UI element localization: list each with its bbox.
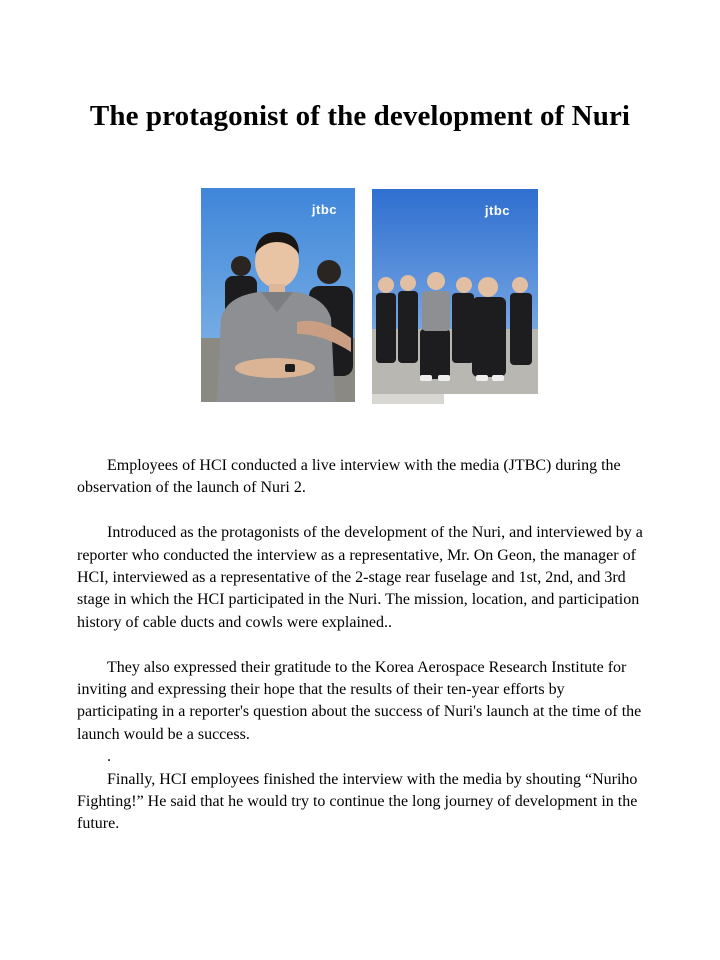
paragraph-1: Employees of HCI conducted a live interview with the media (JTBC) during the observation of the launch of Nuri 2. [77, 457, 621, 497]
article-body [77, 455, 643, 836]
paragraph-4: Finally, HCI employees finished the interview with the media by shouting “Nuriho Fighting!” He said that he would try to continue the long journey of development in the future. [77, 770, 638, 833]
interview-photo-closeup [201, 188, 355, 402]
interview-photo-group [372, 189, 538, 404]
jtbc-logo: jtbc [484, 203, 510, 218]
jtbc-logo: jtbc [311, 202, 337, 217]
paragraph-2: Introduced as the protagonists of the development of the Nuri, and interviewed by a reporter who conducted the interview as a representative, Mr. On Geon, the manager of HCI, interviewed as a representative of the 2-stage rear fuselage and 1st, 2nd, and 3rd stage in which the HCI participated in the Nuri. The mission, location, and participation history of cable ducts and cowls were explained.. [77, 524, 643, 631]
page-title: The protagonist of the development of Nuri [89, 100, 631, 132]
paragraph-3: They also expressed their gratitude to the Korea Aerospace Research Institute for inviting and expressing their hope that the results of their ten-year efforts by participating in a reporter's question about the success of Nuri's launch at the time of the launch would be a success. [77, 658, 642, 743]
paragraph-separator: . [107, 748, 111, 766]
